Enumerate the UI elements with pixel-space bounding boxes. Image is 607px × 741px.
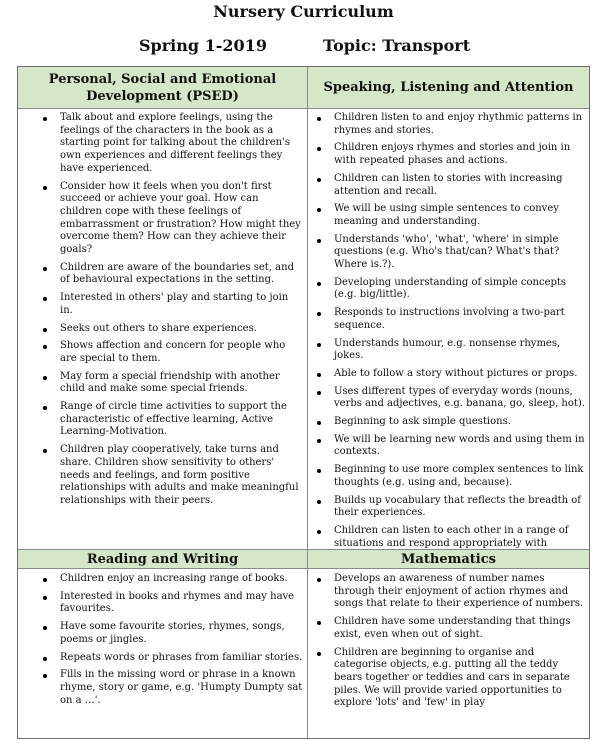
sla-list-item: Developing understanding of simple concepts (e.g. big/little). [308,277,589,302]
sla-list-item: Children can listen to stories with increasing attention and recall. [308,173,589,198]
term-label: Spring 1-2019 [139,36,267,55]
mathematics-heading: Mathematics [308,550,589,568]
sla-list-item: Builds up vocabulary that reflects the breadth of their experiences. [308,495,589,520]
sla-list [308,112,589,548]
sla-list-item: Able to follow a story without pictures or props. [308,368,589,381]
rw-list-item: Repeats words or phrases from familiar stories. [18,652,307,665]
sla-list-item: Understands humour, e.g. nonsense rhymes, jokes. [308,338,589,363]
mathematics-list [308,573,589,710]
psed-list-item: Consider how it feels when you don't first succeed or achieve your goal. How can children cope with these feelings of embarrassment or frustration? How might they overcome them? How can they achieve their goals? [18,181,307,257]
sla-list-item: Uses different types of everyday words (nouns, verbs and adjectives, e.g. banana, go, sleep, hot). [308,386,589,411]
psed-list [18,112,307,508]
sla-list-item: Understands 'who', 'what', 'where' in simple questions (e.g. Who's that/can? What's that? Where is.?). [308,234,589,272]
psed-list-item: Children play cooperatively, take turns and share. Children show sensitivity to others' needs and feelings, and form positive relationships with adults and make meaningful relationships with their peers. [18,444,307,508]
psed-list-item: Interested in others' play and starting to join in. [18,292,307,317]
maths-list-item: Children are beginning to organise and categorise objects, e.g. putting all the teddy bears together or teddies and cars in separate piles. We will provide varied opportunities to explore 'lots' and 'few' in play [308,647,589,711]
topic-label: Topic: Transport [323,36,471,55]
maths-list-item: Develops an awareness of number names through their enjoyment of action rhymes and songs that relate to their experience of numbers. [308,573,589,611]
sla-list-item: Children enjoys rhymes and stories and join in with repeated phases and actions. [308,142,589,167]
row-divider [18,108,589,109]
sla-list-item: Beginning to use more complex sentences to link thoughts (e.g. using and, because). [308,464,589,489]
sla-list-item: Beginning to ask simple questions. [308,416,589,429]
reading-writing-list [18,573,307,707]
curriculum-table [17,66,590,739]
rw-list-item: Interested in books and rhymes and may have favourites. [18,591,307,616]
rw-list-item: Children enjoy an increasing range of books. [18,573,307,586]
psed-list-item: Children are aware of the boundaries set, and of behavioural expectations in the setting. [18,262,307,287]
psed-heading: Personal, Social and Emotional Development (PSED) [18,67,307,108]
subtitle-row [0,36,607,56]
rw-list-item: Have some favourite stories, rhymes, songs, poems or jingles. [18,621,307,646]
sla-list-item: Children listen to and enjoy rhythmic patterns in rhymes and stories. [308,112,589,137]
reading-writing-cell [18,573,307,739]
psed-list-item: Shows affection and concern for people who are special to them. [18,340,307,365]
psed-cell [18,112,307,548]
row-divider [18,568,589,569]
sla-list-item: Responds to instructions involving a two-part sequence. [308,307,589,332]
maths-list-item: Children have some understanding that things exist, even when out of sight. [308,616,589,641]
psed-list-item: Talk about and explore feelings, using the feelings of the characters in the book as a starting point for talking about the children's own experiences and different feelings they have experienced. [18,112,307,176]
sla-list-item: We will be using simple sentences to convey meaning and understanding. [308,203,589,228]
sla-list-item: Children can listen to each other in a range of situations and respond appropriately with [308,525,589,548]
psed-list-item: Seeks out others to share experiences. [18,323,307,336]
mathematics-cell [308,573,589,739]
reading-writing-heading: Reading and Writing [18,550,307,568]
sla-list-item: We will be learning new words and using them in contexts. [308,434,589,459]
psed-list-item: Range of circle time activities to support the characteristic of effective learning, Active Learning-Motivation. [18,401,307,439]
sla-heading: Speaking, Listening and Attention [308,67,589,108]
document-title: Nursery Curriculum [213,2,394,21]
rw-list-item: Fills in the missing word or phrase in a known rhyme, story or game, e.g. 'Humpty Dumpty sat on a …'. [18,669,307,707]
sla-cell [308,112,589,548]
psed-list-item: May form a special friendship with another child and make some special friends. [18,371,307,396]
